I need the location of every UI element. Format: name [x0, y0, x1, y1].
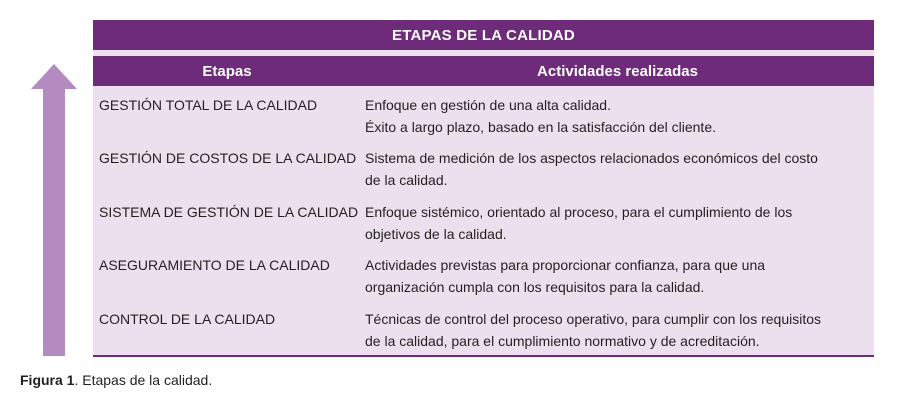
table-header [93, 56, 874, 86]
activity-line: Actividades previstas para proporcionar confianza, para que una [365, 257, 766, 273]
up-arrow-icon [31, 64, 77, 356]
caption-label: Figura 1 [20, 372, 75, 388]
stage-cell: GESTIÓN TOTAL DE LA CALIDAD [99, 97, 318, 113]
activity-line: de la calidad. [365, 172, 448, 188]
activity-cell [365, 308, 870, 352]
activity-line: Éxito a largo plazo, basado en la satisfacción del cliente. [365, 119, 716, 135]
activity-line: objetivos de la calidad. [365, 226, 507, 242]
stage-cell: CONTROL DE LA CALIDAD [99, 311, 276, 327]
header-activity: Actividades realizadas [537, 62, 698, 80]
figure-caption [20, 372, 212, 388]
activity-line: Sistema de medición de los aspectos relacionados económicos del costo [365, 150, 818, 166]
table-bottom-rule [93, 355, 874, 357]
caption-text: . Etapas de la calidad. [74, 372, 213, 388]
stage-cell: ASEGURAMIENTO DE LA CALIDAD [99, 257, 330, 273]
activity-line: organización cumpla con los requisitos para la calidad. [365, 279, 705, 295]
header-stage: Etapas [202, 62, 252, 80]
activity-cell [365, 147, 870, 191]
activity-line: Enfoque en gestión de una alta calidad. [365, 97, 611, 113]
activity-line: de la calidad, para el cumplimiento normativo y de acreditación. [365, 333, 760, 349]
activity-cell [365, 201, 870, 245]
activity-line: Enfoque sistémico, orientado al proceso, para el cumplimiento de los [365, 204, 793, 220]
activity-cell [365, 254, 870, 298]
stage-cell: SISTEMA DE GESTIÓN DE LA CALIDAD [99, 204, 359, 220]
activity-line: Técnicas de control del proceso operativo, para cumplir con los requisitos [365, 311, 822, 327]
stage-cell: GESTIÓN DE COSTOS DE LA CALIDAD [99, 150, 357, 166]
activity-cell [365, 94, 870, 138]
table-title: ETAPAS DE LA CALIDAD [93, 20, 874, 50]
quality-stages-table [93, 20, 874, 355]
